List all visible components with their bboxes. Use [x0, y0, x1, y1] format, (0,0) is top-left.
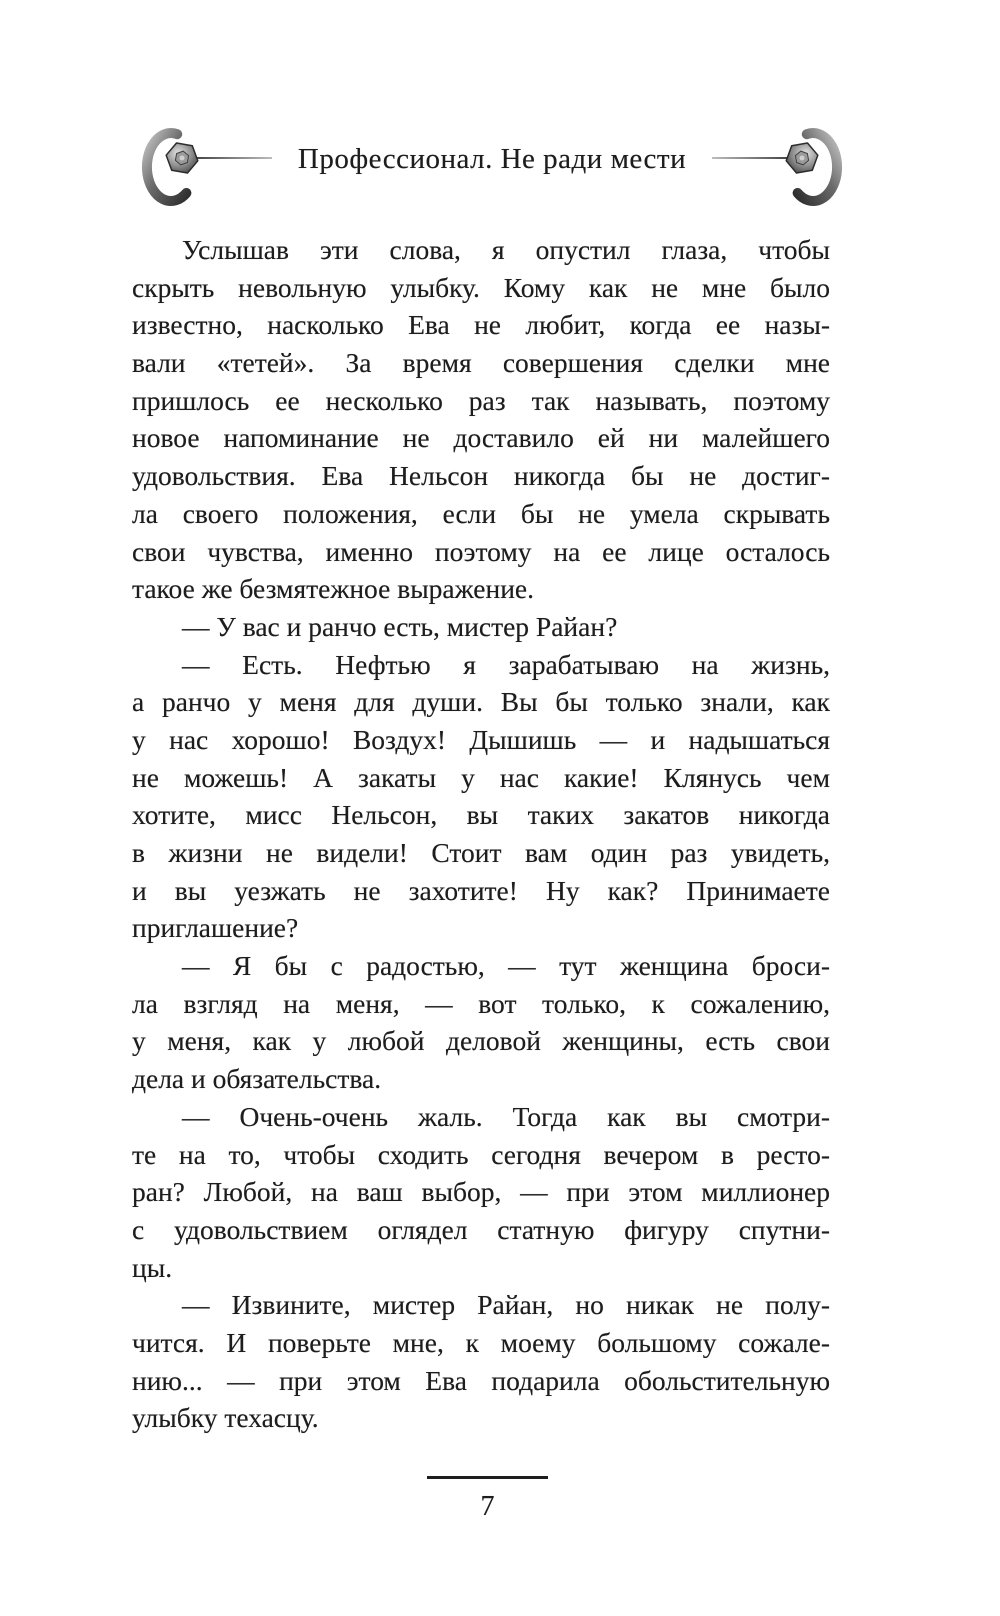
- text-line: — Извините, мистер Райан, но никак не полу-: [182, 1289, 830, 1321]
- text-line: такое же безмятежное выражение.: [132, 573, 534, 605]
- text-line: — Я бы с радостью, — тут женщина броси-: [182, 950, 830, 982]
- text-line: не можешь! А закаты у нас какие! Клянусь чем: [132, 761, 830, 793]
- metal-curl-ornament-icon: [141, 124, 205, 208]
- text-line: в жизни не видели! Стоит вам один раз увидеть,: [132, 837, 830, 868]
- text-line: у нас хорошо! Воздух! Дышишь — и надышаться: [132, 723, 830, 755]
- text-line: — У вас и ранчо есть, мистер Райан?: [182, 610, 618, 642]
- page-number: 7: [480, 1491, 495, 1522]
- text-line: известно, насколько Ева не любит, когда ее назы-: [132, 309, 830, 341]
- text-line: вали «тетей». За время совершения сделки мне: [132, 347, 830, 379]
- text-line: скрыть невольную улыбку. Кому как не мне было: [132, 271, 830, 303]
- text-line: ла своего положения, если бы не умела скрывать: [132, 497, 830, 529]
- text-line: чится. И поверьте мне, к моему большому сожале-: [132, 1326, 830, 1358]
- text-line: новое напоминание не доставило ей ни малейшего: [132, 422, 830, 454]
- text-line: Услышав эти слова, я опустил глаза, чтобы: [182, 234, 830, 265]
- text-line: и вы уезжать не захотите! Ну как? Принимаете: [132, 874, 830, 906]
- text-line: цы.: [132, 1251, 173, 1283]
- text-line: нию... — при этом Ева подарила обольстительную: [132, 1364, 830, 1396]
- text-line: — Очень-очень жаль. Тогда как вы смотри-: [182, 1100, 830, 1132]
- text-line: у меня, как у любой деловой женщины, есть свои: [132, 1025, 830, 1057]
- text-line: свои чувства, именно поэтому на ее лице осталось: [132, 535, 830, 567]
- text-line: дела и обязательства.: [132, 1063, 382, 1095]
- metal-curl-ornament-icon: [779, 124, 843, 208]
- text-line: хотите, мисс Нельсон, вы таких закатов никогда: [132, 799, 830, 831]
- running-title: Профессионал. Не ради мести: [297, 143, 687, 175]
- text-line: с удовольствием оглядел статную фигуру спутни-: [132, 1213, 830, 1245]
- text-line: ран? Любой, на ваш выбор, — при этом миллионер: [132, 1176, 830, 1208]
- text-line: а ранчо у меня для души. Вы бы только знали, как: [132, 686, 830, 718]
- text-line: улыбку техасцу.: [132, 1402, 319, 1434]
- text-line: те на то, чтобы сходить сегодня вечером в ресто-: [132, 1138, 830, 1170]
- text-line: приглашение?: [132, 912, 299, 944]
- text-line: удовольствия. Ева Нельсон никогда бы не достиг-: [132, 460, 830, 492]
- footer-rule: [427, 1476, 548, 1479]
- text-block: [132, 231, 830, 1437]
- text-line: пришлось ее несколько раз так называть, поэтому: [132, 384, 830, 416]
- text-line: — Есть. Нефтью я зарабатываю на жизнь,: [182, 648, 830, 680]
- text-line: ла взгляд на меня, — вот только, к сожалению,: [132, 987, 830, 1019]
